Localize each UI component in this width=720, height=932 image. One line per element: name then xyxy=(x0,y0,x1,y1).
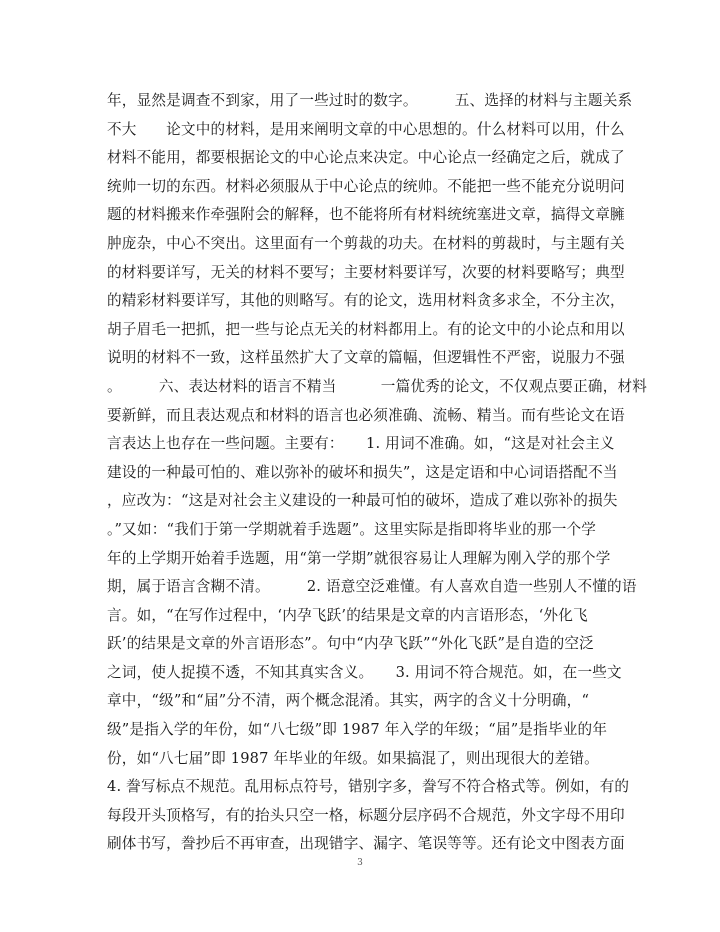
text-line: 。 六、表达材料的语言不精当 一篇优秀的论文，不仅观点要正确，材料 xyxy=(107,377,648,395)
text-line: 材料不能用，都要根据论文的中心论点来决定。中心论点一经确定之后，就成了 xyxy=(107,149,625,167)
text-line: ，应改为：“这是对社会主义建设的一种最可怕的破坏，造成了难以弥补的损失 xyxy=(107,492,618,510)
text-line: 要新鲜，而且表达观点和材料的语言也必须准确、流畅、精当。而有些论文在语 xyxy=(107,406,625,424)
text-line: 言表达上也存在一些问题。主要有： 1. 用词不准确。如，“这是对社会主义 xyxy=(107,435,615,453)
text-line: 。”又如：“我们于第一学期就着手选题”。这里实际是指即将毕业的那一个学 xyxy=(107,520,597,538)
text-line: 言。如，“在写作过程中，‘内孕飞跃’的结果是文章的内言语形态，‘外化飞 xyxy=(107,606,588,624)
text-line: 年，显然是调查不到家，用了一些过时的数字。 五、选择的材料与主题关系 xyxy=(107,92,633,109)
text-line: 年的上学期开始着手选题，用“第一学期”就很容易让人理解为刚入学的那个学 xyxy=(107,549,611,567)
text-line: 份，如“八七届”即 1987 年毕业的年级。如果搞混了，则出现很大的差错。 xyxy=(107,749,599,767)
text-line: 胡子眉毛一把抓，把一些与论点无关的材料都用上。有的论文中的小论点和用以 xyxy=(107,320,625,338)
page-number: 3 xyxy=(357,858,363,868)
text-line: 4. 誊写标点不规范。乱用标点符号，错别字多，誊写不符合格式等。例如，有的 xyxy=(107,778,630,796)
text-line: 期，属于语言含糊不清。 2. 语意空泛难懂。有人喜欢自造一些别人不懂的语 xyxy=(107,578,637,596)
text-line: 每段开头顶格写，有的抬头只空一格，标题分层序码不合规范，外文字母不用印 xyxy=(107,806,625,824)
text-line: 级”是指入学的年份，如“八七级”即 1987 年入学的年级；“届”是指毕业的年 xyxy=(107,721,608,739)
text-line: 跃’的结果是文章的外言语形态”。句中“内孕飞跃”“外化飞跃”是自造的空泛 xyxy=(107,635,594,653)
text-line: 的材料要详写，无关的材料不要写；主要材料要详写，次要的材料要略写；典型 xyxy=(107,263,625,281)
text-line: 肿庞杂，中心不突出。这里面有一个剪裁的功夫。在材料的剪裁时，与主题有关 xyxy=(107,234,625,252)
text-line: 题的材料搬来作牵强附会的解释，也不能将所有材料统统塞进文章，搞得文章臃 xyxy=(107,206,625,224)
text-line: 不大 论文中的材料，是用来阐明文章的中心思想的。什么材料可以用，什么 xyxy=(107,120,625,138)
text-line: 的精彩材料要详写，其他的则略写。有的论文，选用材料贪多求全，不分主次， xyxy=(107,292,625,310)
text-line: 刷体书写，誊抄后不再审查，出现错字、漏字、笔误等等。还有论文中图表方面 xyxy=(107,835,625,853)
text-line: 建设的一种最可怕的、难以弥补的破坏和损失”，这是定语和中心词语搭配不当 xyxy=(107,463,618,481)
text-line: 章中，“级”和“届”分不清，两个概念混淆。其实，两字的含义十分明确，“ xyxy=(107,692,590,710)
text-line: 统帅一切的东西。材料必须服从于中心论点的统帅。不能把一些不能充分说明问 xyxy=(107,177,625,195)
text-line: 之词，使人捉摸不透，不知其真实含义。 3. 用词不符合规范。如，在一些文 xyxy=(107,663,622,681)
text-line: 说明的材料不一致，这样虽然扩大了文章的篇幅，但逻辑性不严密，说服力不强 xyxy=(107,349,625,367)
body-text xyxy=(107,87,648,859)
